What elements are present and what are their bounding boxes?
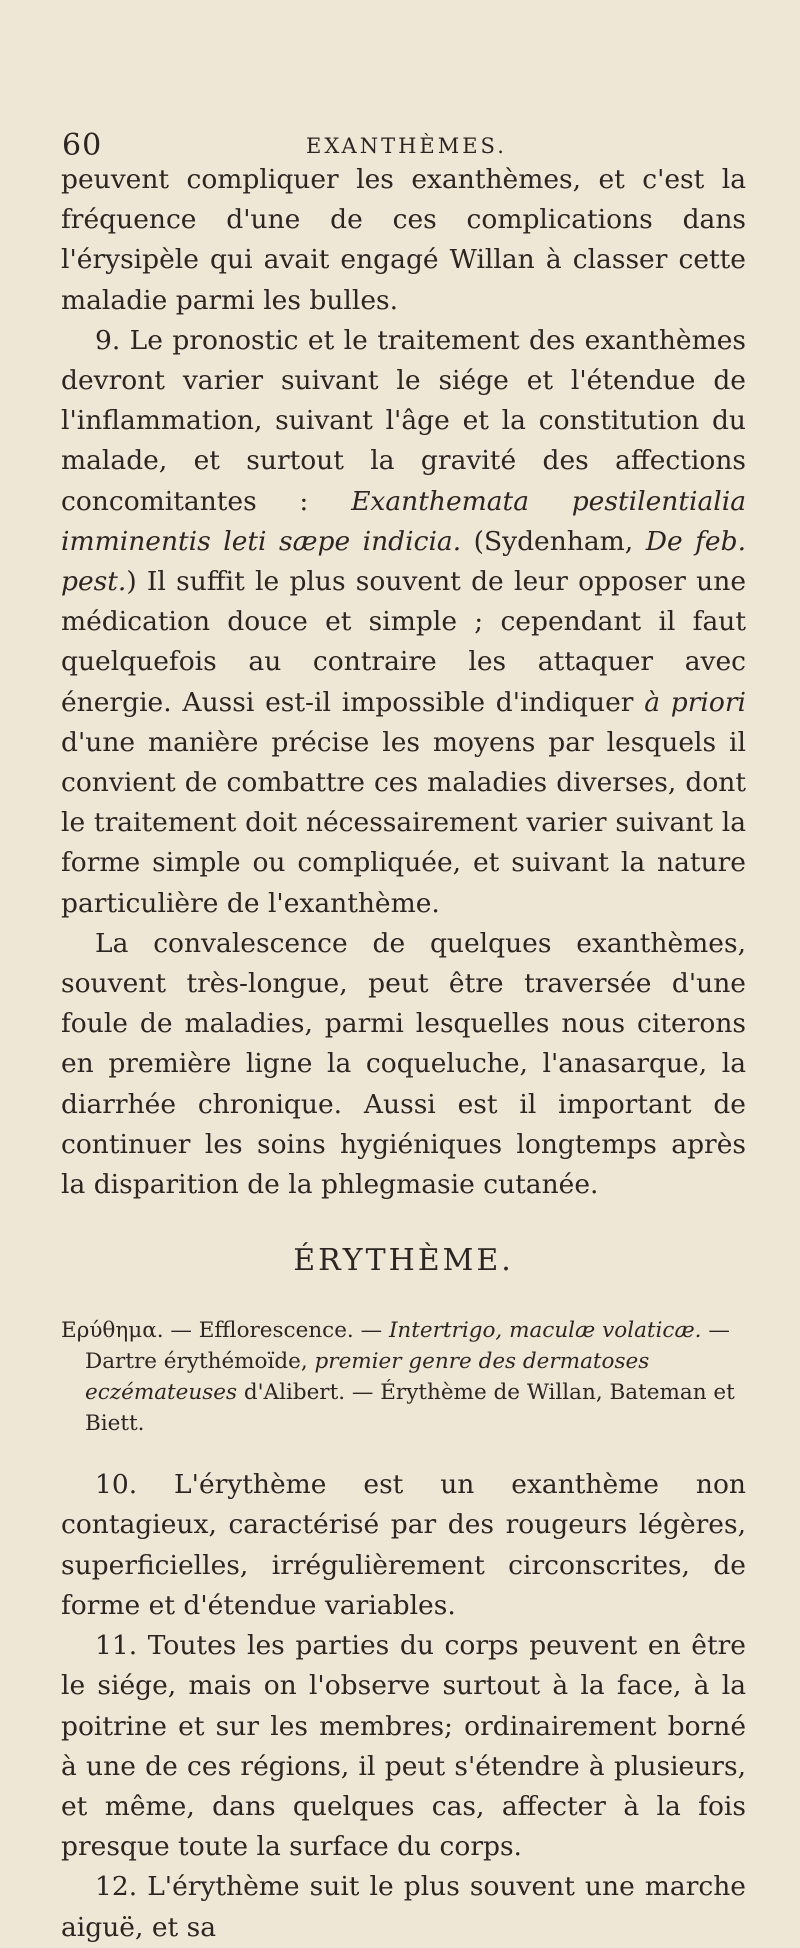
page-number: 60 <box>62 128 103 163</box>
syn-3: — Dartre érythémoïde, <box>85 1318 730 1375</box>
p9-text-a: 9. Le pronostic et le traitement des exanthèmes devront varier suivant le siége et l'étendue de l'inflammation, suivant l'âge et la constitution du malade, et surtout la gravité des affections concomitantes : <box>61 324 746 517</box>
section-title: ÉRYTHÈME. <box>293 1243 514 1279</box>
running-head: EXANTHÈMES. <box>306 134 507 158</box>
paragraph-continuation: peuvent compliquer les exanthèmes, et c'est la fréquence d'une de ces complications dans l'érysipèle qui avait engagé Willan à classer cette maladie parmi les bulles. <box>61 164 746 316</box>
p9-citation-open: (Sydenham, <box>461 525 646 557</box>
body-text <box>61 160 746 1948</box>
syn-1: — Efflorescence. — <box>163 1318 389 1344</box>
paragraph-12: 12. L'érythème suit le plus souvent une marche aiguë, et sa <box>61 1871 746 1943</box>
paragraph-9 <box>61 321 746 924</box>
paragraph-10: 10. L'érythème est un exanthème non contagieux, caractérisé par des rougeurs légères, superficielles, irrégulièrement circonscrites, de forme et d'étendue variables. <box>61 1469 746 1621</box>
paragraph-convalescence: La convalescence de quelques exanthèmes, souvent très-longue, peut être traversée d'une foule de maladies, parmi lesquelles nous citerons en première ligne la coqueluche, l'anasarque, la diarrhée chronique. Aussi est il important de continuer les soins hygiéniques longtemps après la disparition de la phlegmasie cutanée. <box>61 927 746 1201</box>
synonyms <box>61 1315 746 1439</box>
syn-4: premier genre des dermatoses eczémateuses <box>85 1349 650 1406</box>
latin-quote: Exanthemata pestilentialia imminentis leti sæpe indicia. <box>61 485 746 557</box>
p9-text-b: ) Il suffit le plus souvent de leur opposer une médication douce et simple ; cependant il faut quelquefois au contraire les attaquer avec énergie. Aussi est-il impossible d'indiquer <box>61 566 746 718</box>
p9-text-c: d'une manière précise les moyens par lesquels il convient de combattre ces maladies diverses, dont le traitement doit nécessairement varier suivant la forme simple ou compliquée, et suivant la nature particulière de l'exanthème. <box>61 726 746 919</box>
syn-5: d'Alibert. — Érythème de Willan, Bateman et Biett. <box>85 1380 735 1437</box>
citation-work: De feb. pest. <box>61 525 746 598</box>
greek-term: Ερύθημα. <box>61 1318 164 1344</box>
syn-2: Intertrigo, maculæ volaticæ. <box>388 1318 702 1344</box>
a-priori: à priori <box>644 686 746 718</box>
paragraph-11: 11. Toutes les parties du corps peuvent en être le siége, mais on l'observe surtout à la face, à la poitrine et sur les membres; ordinairement borné à une de ces régions, il peut s'étendre à plusieurs, et même, dans quelques cas, affecter à la fois presque toute la surface du corps. <box>61 1630 746 1863</box>
